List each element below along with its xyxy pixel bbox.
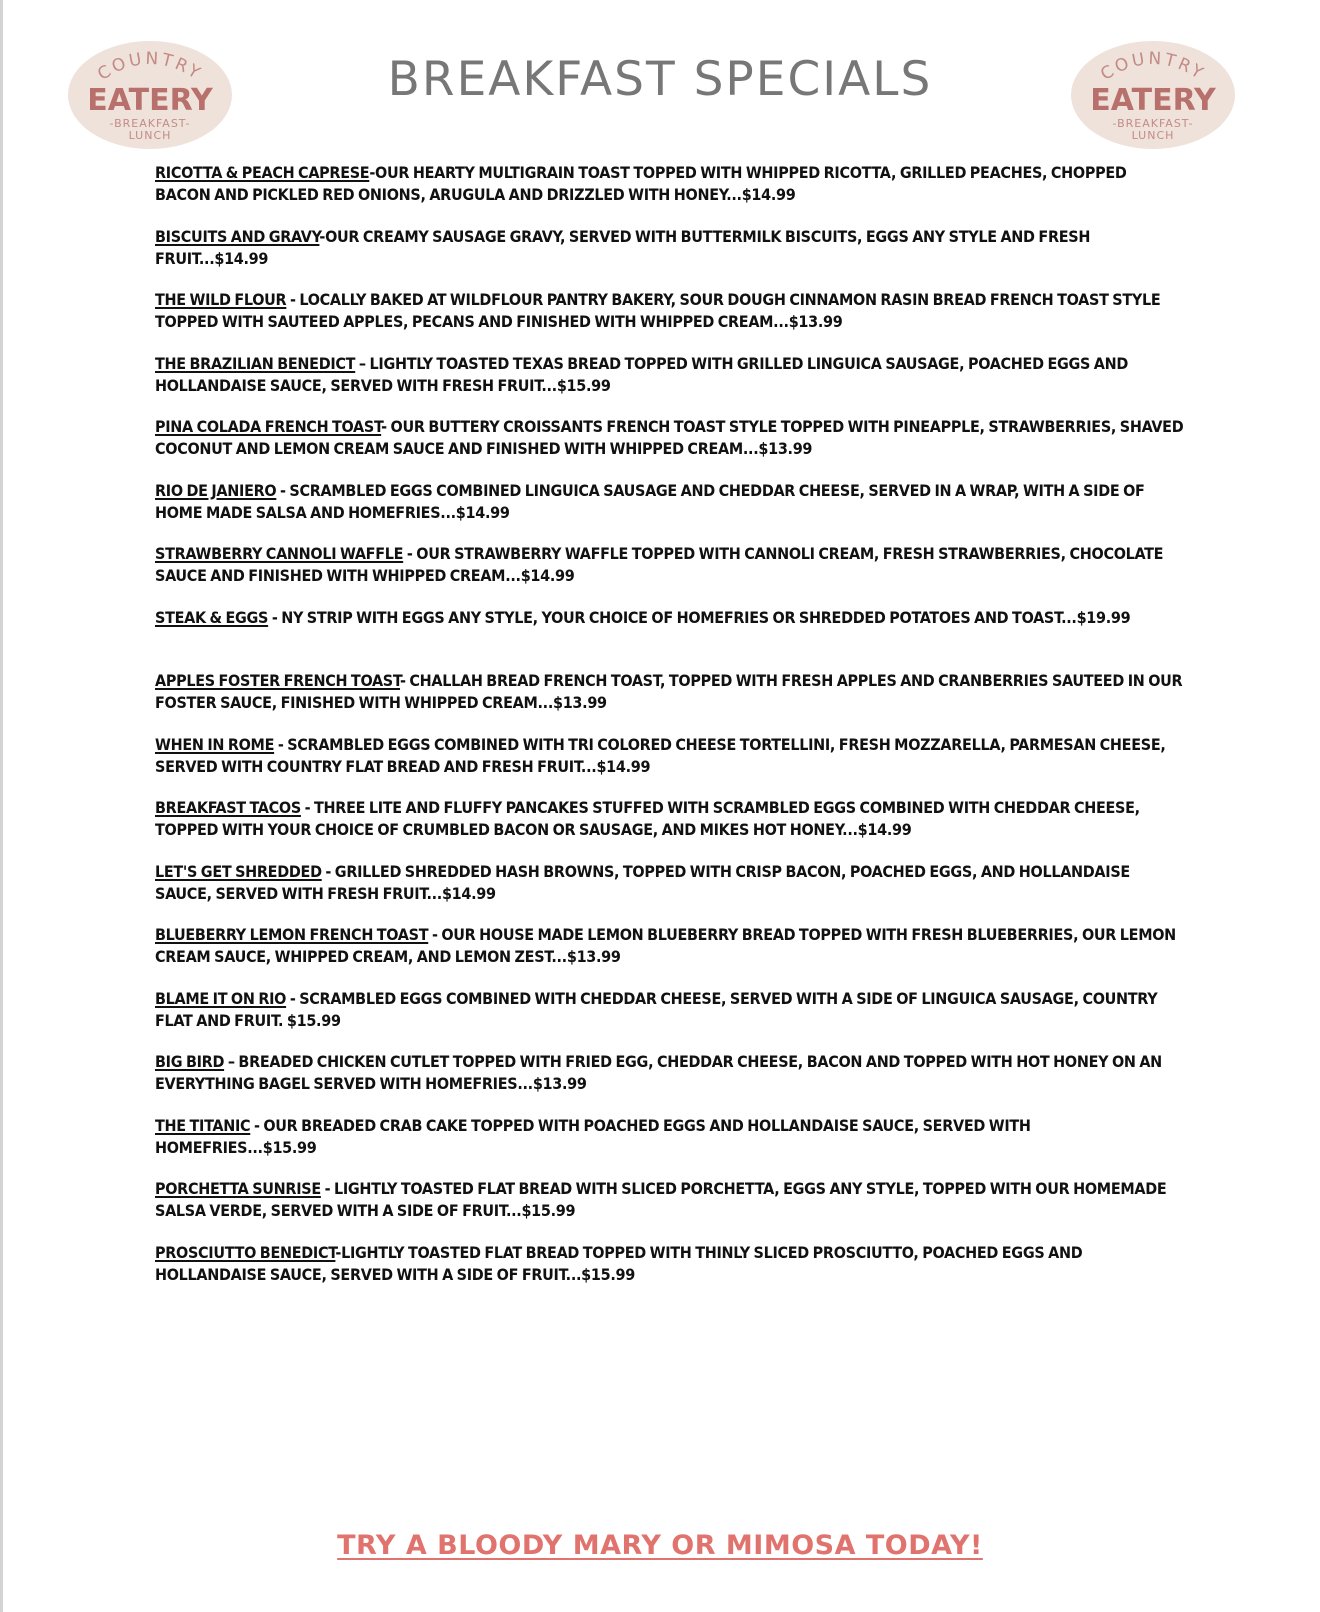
menu-item-description: - OUR BUTTERY CROISSANTS FRENCH TOAST STYLE TOPPED WITH PINEAPPLE, STRAWBERRIES, SHAVED COCONUT AND LEMON CREAM SAUCE AND FINISHED WITH WHIPPED CREAM...$13.99 (155, 417, 1184, 458)
menu-item (155, 416, 1185, 480)
menu-item (155, 988, 1185, 1052)
menu-item-description: - OUR HOUSE MADE LEMON BLUEBERRY BREAD TOPPED WITH FRESH BLUEBERRIES, OUR LEMON CREAM SAUCE, WHIPPED CREAM, AND LEMON ZEST...$13.99 (155, 925, 1176, 966)
menu-item-description: -OUR CREAMY SAUSAGE GRAVY, SERVED WITH BUTTERMILK BISCUITS, EGGS ANY STYLE AND FRESH FRUIT...$14.99 (155, 226, 1091, 268)
menu-item-name: PORCHETTA SUNRISE (155, 1179, 321, 1198)
page-left-edge (0, 0, 3, 1612)
country-eatery-logo-right (1070, 40, 1236, 150)
menu-item (155, 543, 1185, 607)
logo-breakfast-text: -BREAKFAST- (1112, 117, 1194, 130)
menu-item (155, 480, 1185, 544)
page-title: BREAKFAST SPECIALS (387, 52, 933, 107)
logo-lunch-text: LUNCH (128, 129, 172, 142)
menu-item-name: THE TITANIC (155, 1115, 251, 1135)
logo-badge-icon (1070, 40, 1236, 150)
menu-item (155, 1051, 1185, 1115)
menu-item (155, 861, 1185, 925)
specials-list (155, 162, 1185, 1305)
menu-item (155, 226, 1185, 290)
menu-item (155, 924, 1185, 988)
menu-item-description: - LIGHTLY TOASTED FLAT BREAD WITH SLICED PORCHETTA, EGGS ANY STYLE, TOPPED WITH OUR HOMEMADE SALSA VERDE, SERVED WITH A SIDE OF FRUIT...$15.99 (155, 1179, 1167, 1220)
menu-item-name: STEAK & EGGS (155, 607, 269, 627)
menu-item (155, 1242, 1185, 1306)
menu-item-name: BREAKFAST TACOS (155, 798, 301, 817)
menu-item-description: – LIGHTLY TOASTED TEXAS BREAD TOPPED WITH GRILLED LINGUICA SAUSAGE, POACHED EGGS AND HOLLANDAISE SAUCE, SERVED WITH FRESH FRUIT...$15.99 (155, 353, 1129, 395)
menu-item-description: - OUR STRAWBERRY WAFFLE TOPPED WITH CANNOLI CREAM, FRESH STRAWBERRIES, CHOCOLATE SAUCE AND FINISHED WITH WHIPPED CREAM...$14.99 (155, 544, 1164, 585)
menu-item-description: - SCRAMBLED EGGS COMBINED WITH TRI COLORED CHEESE TORTELLINI, FRESH MOZZARELLA, PARMESAN CHEESE, SERVED WITH COUNTRY FLAT BREAD AND FRESH FRUIT...$14.99 (155, 734, 1166, 776)
menu-item (155, 289, 1185, 353)
menu-item-name: BIG BIRD (155, 1052, 225, 1071)
logo-eatery-text: EATERY (1090, 83, 1216, 118)
menu-item (155, 734, 1185, 798)
menu-item-name: BLUEBERRY LEMON FRENCH TOAST (155, 925, 429, 944)
menu-item-name: RICOTTA & PEACH CAPRESE (155, 163, 370, 182)
menu-item-description: – BREADED CHICKEN CUTLET TOPPED WITH FRIED EGG, CHEDDAR CHEESE, BACON AND TOPPED WITH HOT HONEY ON AN EVERYTHING BAGEL SERVED WITH HOMEFRIES...$13.99 (155, 1052, 1162, 1093)
menu-item-description: -OUR HEARTY MULTIGRAIN TOAST TOPPED WITH WHIPPED RICOTTA, GRILLED PEACHES, CHOPPED BACON AND PICKLED RED ONIONS, ARUGULA AND DRIZZLED WITH HONEY...$14.99 (155, 163, 1127, 204)
menu-item-name: LET'S GET SHREDDED (155, 861, 322, 881)
menu-item-description: - SCRAMBLED EGGS COMBINED WITH CHEDDAR CHEESE, SERVED WITH A SIDE OF LINGUICA SAUSAGE, COUNTRY FLAT AND FRUIT. $15.99 (155, 988, 1158, 1030)
logo-country-text: COUNTRY (94, 48, 206, 85)
logo-country-text: COUNTRY (1097, 48, 1209, 85)
menu-item-description: - NY STRIP WITH EGGS ANY STYLE, YOUR CHOICE OF HOMEFRIES OR SHREDDED POTATOES AND TOAST...$19.99 (268, 607, 1131, 627)
menu-item-name: PINA COLADA FRENCH TOAST (155, 417, 382, 436)
menu-item (155, 353, 1185, 417)
logo-eatery-text: EATERY (87, 83, 213, 118)
menu-item (155, 1178, 1185, 1242)
menu-item (155, 162, 1185, 226)
menu-item-description: - THREE LITE AND FLUFFY PANCAKES STUFFED WITH SCRAMBLED EGGS COMBINED WITH CHEDDAR CHEESE, TOPPED WITH YOUR CHOICE OF CRUMBLED BACON OR SAUSAGE, AND MIKES HOT HONEY...$14.99 (155, 798, 1140, 839)
menu-item-name: RIO DE JANIERO (155, 480, 277, 500)
menu-item-description: -LIGHTLY TOASTED FLAT BREAD TOPPED WITH THINLY SLICED PROSCIUTTO, POACHED EGGS AND HOLLANDAISE SAUCE, SERVED WITH A SIDE OF FRUIT...$15.99 (155, 1242, 1083, 1284)
menu-item (155, 670, 1185, 734)
logo-lunch-text: LUNCH (1131, 129, 1175, 142)
menu-item-name: PROSCIUTTO BENEDICT (155, 1242, 336, 1262)
logo-breakfast-text: -BREAKFAST- (109, 117, 191, 130)
menu-item-description: - CHALLAH BREAD FRENCH TOAST, TOPPED WITH FRESH APPLES AND CRANBERRIES SAUTEED IN OUR FOSTER SAUCE, FINISHED WITH WHIPPED CREAM...$13.99 (155, 671, 1183, 712)
menu-item (155, 797, 1185, 861)
menu-item-name: THE BRAZILIAN BENEDICT (155, 353, 356, 373)
menu-item (155, 607, 1185, 671)
menu-item-name: WHEN IN ROME (155, 734, 275, 754)
menu-item-description: - GRILLED SHREDDED HASH BROWNS, TOPPED WITH CRISP BACON, POACHED EGGS, AND HOLLANDAISE SAUCE, SERVED WITH FRESH FRUIT...$14.99 (155, 861, 1130, 903)
menu-item-name: APPLES FOSTER FRENCH TOAST (155, 671, 401, 690)
menu-item-name: THE WILD FLOUR (155, 290, 287, 309)
menu-item-description: - SCRAMBLED EGGS COMBINED LINGUICA SAUSAGE AND CHEDDAR CHEESE, SERVED IN A WRAP, WITH A SIDE OF HOME MADE SALSA AND HOMEFRIES...$14.99 (155, 480, 1145, 522)
drink-promo-text: TRY A BLOODY MARY OR MIMOSA TODAY! (337, 1530, 983, 1561)
menu-item-name: BLAME IT ON RIO (155, 988, 287, 1008)
menu-item-description: - LOCALLY BAKED AT WILDFLOUR PANTRY BAKERY, SOUR DOUGH CINNAMON RASIN BREAD FRENCH TOAST STYLE TOPPED WITH SAUTEED APPLES, PECANS AND FINISHED WITH WHIPPED CREAM...$13.99 (155, 290, 1161, 331)
menu-item-name: STRAWBERRY CANNOLI WAFFLE (155, 544, 404, 563)
menu-item-name: BISCUITS AND GRAVY (155, 226, 320, 246)
menu-item (155, 1115, 1185, 1179)
menu-item-description: - OUR BREADED CRAB CAKE TOPPED WITH POACHED EGGS AND HOLLANDAISE SAUCE, SERVED WITH HOMEFRIES...$15.99 (155, 1115, 1031, 1157)
